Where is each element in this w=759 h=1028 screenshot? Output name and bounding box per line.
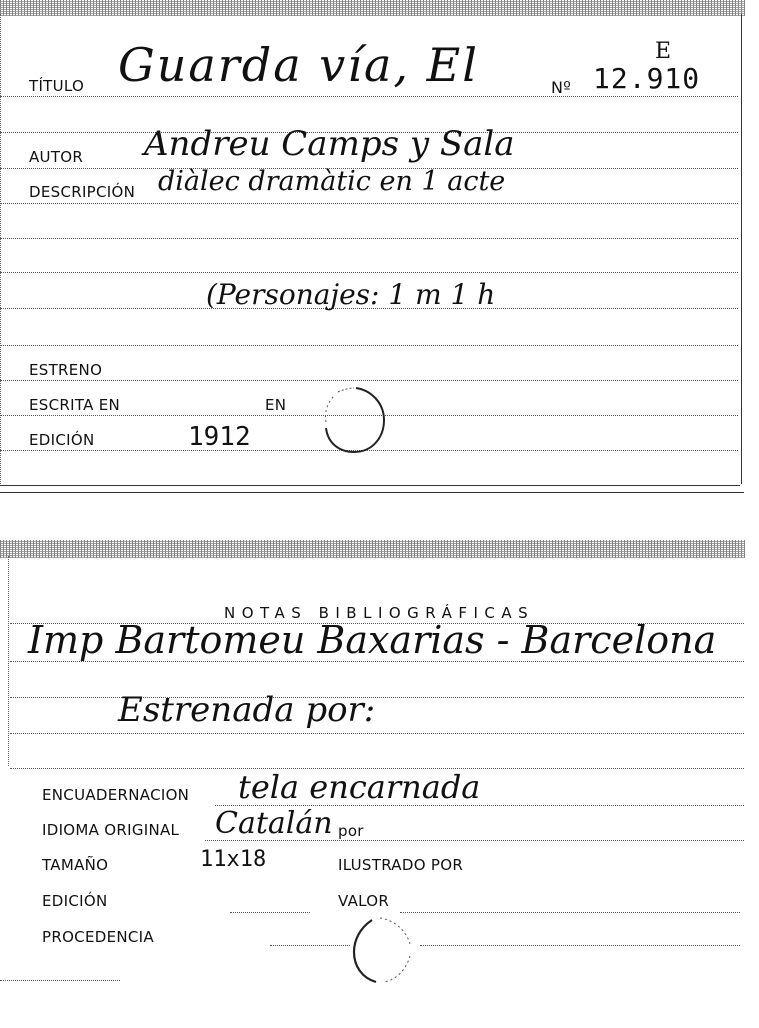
descripcion-value: diàlec dramàtic en 1 acte (158, 166, 506, 197)
tamano-value: 11x18 (200, 847, 267, 872)
notas-bibliograficas-title: NOTAS BIBLIOGRÁFICAS (224, 604, 535, 622)
notas-line-imprenta: Imp Bartomeu Baxarias - Barcelona (28, 618, 717, 662)
ruled-line (0, 272, 738, 273)
ruled-line (270, 945, 350, 946)
ruled-line (0, 345, 738, 346)
ruled-line (0, 238, 738, 239)
edicion-label: EDICIÓN (29, 431, 95, 449)
ruled-line (0, 980, 120, 981)
numero-value: 12.910 (593, 62, 701, 95)
punch-hole-icon (346, 912, 420, 988)
ruled-line (420, 945, 740, 946)
ruled-line (0, 96, 738, 97)
ruled-line (400, 912, 740, 913)
idioma-original-value: Catalán (215, 806, 333, 841)
ruled-line (10, 733, 744, 734)
ruled-line (0, 380, 738, 381)
card-bottom-edge (0, 485, 740, 486)
procedencia-label: PROCEDENCIA (42, 928, 154, 946)
estreno-label: ESTRENO (29, 361, 103, 379)
numero-label: Nº (551, 78, 572, 97)
ruled-line (230, 912, 310, 913)
titulo-value: Guarda vía, El (118, 38, 479, 92)
tamano-label: TAMAÑO (42, 856, 109, 874)
titulo-label: TÍTULO (29, 77, 85, 95)
catalog-mark: E (655, 39, 672, 64)
valor-label: VALOR (338, 892, 390, 910)
edicion-label: EDICIÓN (42, 892, 108, 910)
por-label: por (338, 822, 364, 840)
idioma-original-label: IDIOMA ORIGINAL (42, 821, 180, 839)
ilustrado-por-label: ILUSTRADO POR (338, 856, 464, 874)
personajes-value: (Personajes: 1 m 1 h (206, 278, 496, 311)
autor-label: AUTOR (29, 148, 84, 166)
ruled-line (0, 203, 738, 204)
encuadernacion-label: ENCUADERNACION (42, 786, 190, 804)
encuadernacion-value: tela encarnada (238, 768, 481, 806)
escrita-en-label: ESCRITA EN (29, 396, 121, 414)
card-bottom-edge (0, 492, 744, 493)
autor-value: Andreu Camps y Sala (144, 124, 515, 164)
punch-hole-icon (318, 382, 392, 458)
en-label: EN (265, 396, 287, 414)
notas-line-estrenada: Estrenada por: (118, 690, 376, 730)
edicion-value: 1912 (188, 422, 251, 452)
descripcion-label: DESCRIPCIÓN (29, 183, 136, 201)
